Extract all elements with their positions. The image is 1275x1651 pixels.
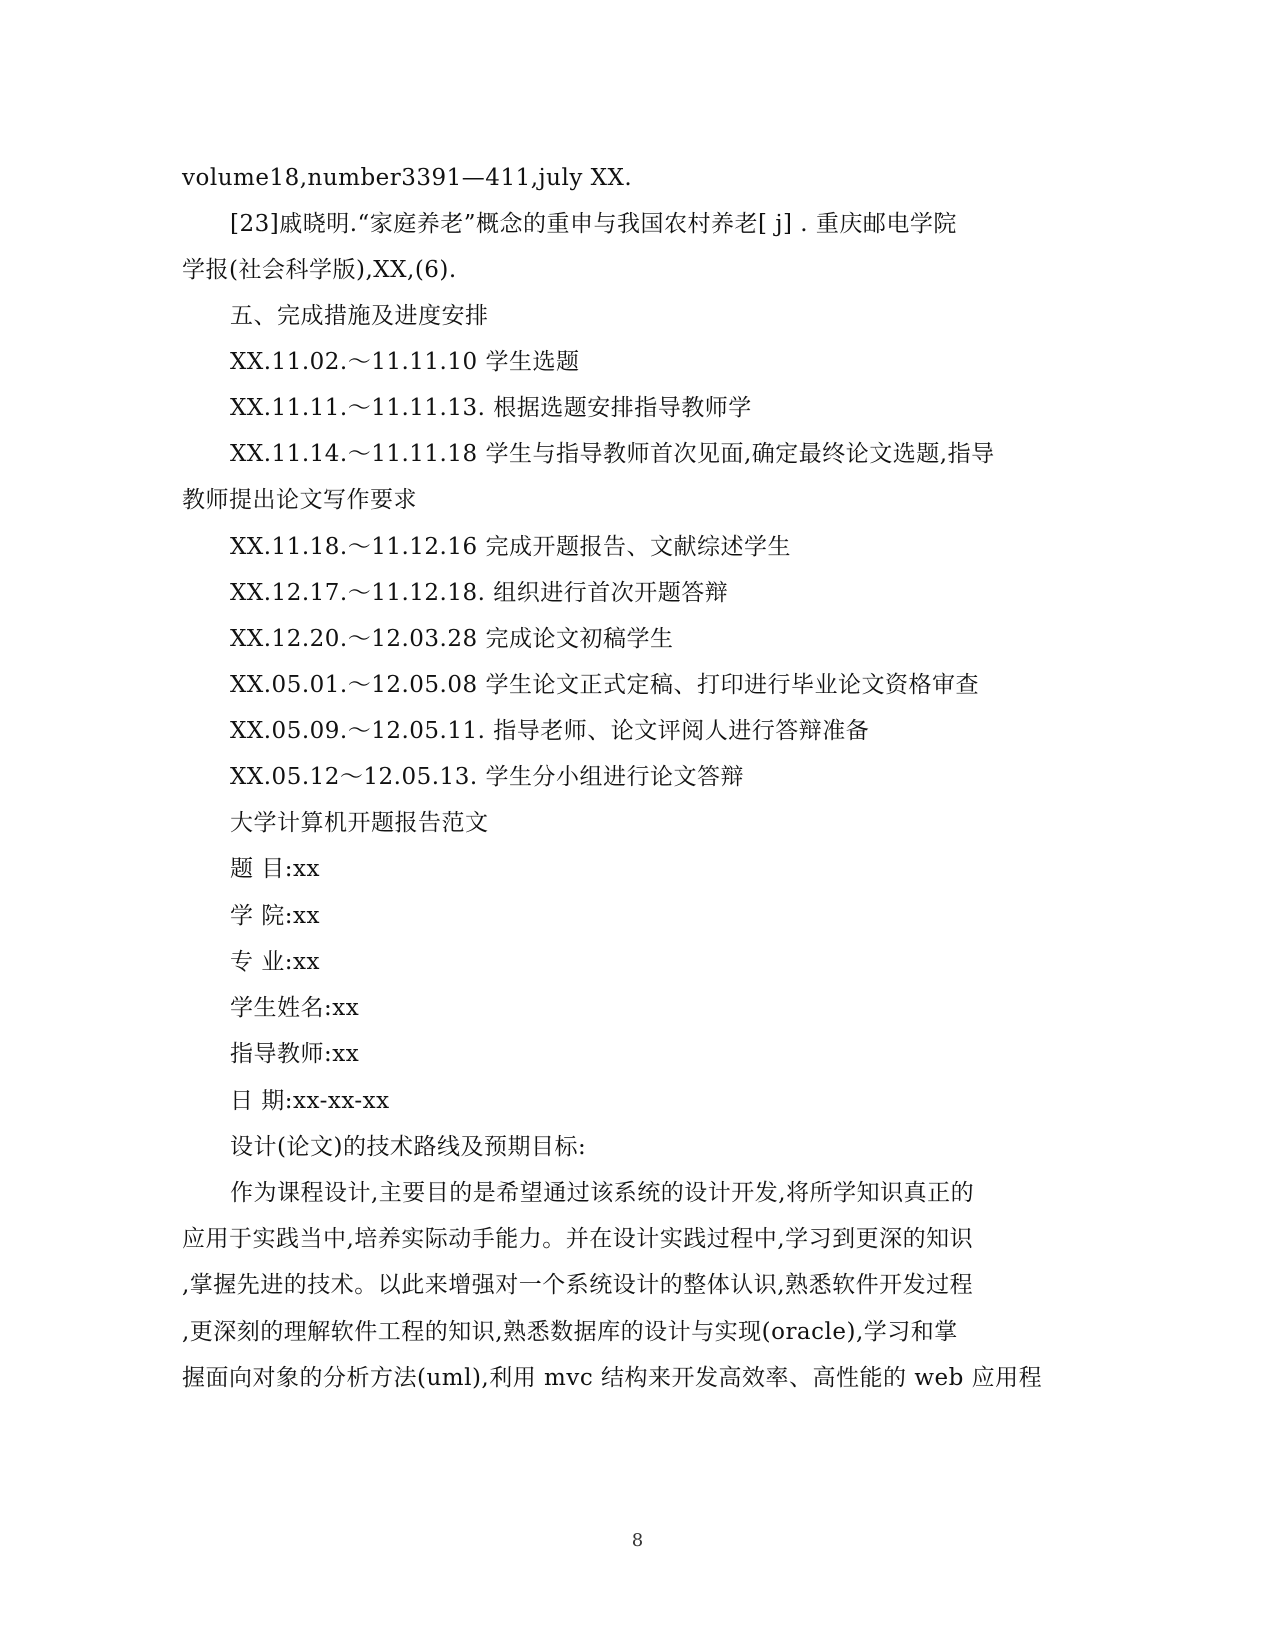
schedule-item: XX.11.14.～11.11.18 学生与指导教师首次见面,确定最终论文选题,指导 — [230, 441, 995, 467]
field-college: 学 院:xx — [230, 903, 321, 929]
paragraph-line: ,更深刻的理解软件工程的知识,熟悉数据库的设计与实现(oracle),学习和掌 — [182, 1319, 958, 1345]
section-heading: 五、完成措施及进度安排 — [230, 303, 489, 329]
field-date: 日 期:xx-xx-xx — [230, 1088, 390, 1114]
paragraph-line: ,掌握先进的技术。以此来增强对一个系统设计的整体认识,熟悉软件开发过程 — [182, 1272, 974, 1298]
schedule-item: XX.11.18.～11.12.16 完成开题报告、文献综述学生 — [230, 534, 791, 560]
schedule-item: XX.12.20.～12.03.28 完成论文初稿学生 — [230, 626, 674, 652]
schedule-item-continuation: 教师提出论文写作要求 — [182, 487, 417, 513]
paragraph-line: 握面向对象的分析方法(uml),利用 mvc 结构来开发高效率、高性能的 web 应用程 — [182, 1365, 1043, 1391]
paragraph-line: 作为课程设计,主要目的是希望通过该系统的设计开发,将所学知识真正的 — [230, 1180, 975, 1206]
field-advisor: 指导教师:xx — [230, 1041, 360, 1067]
schedule-item: XX.11.02.～11.11.10 学生选题 — [230, 349, 580, 375]
field-major: 专 业:xx — [230, 949, 321, 975]
schedule-item: XX.12.17.～11.12.18. 组织进行首次开题答辩 — [230, 580, 729, 606]
schedule-item: XX.05.12～12.05.13. 学生分小组进行论文答辩 — [230, 764, 744, 790]
field-title: 题 目:xx — [230, 856, 321, 882]
text-line: [23]戚晓明.“家庭养老”概念的重申与我国农村养老[ j] . 重庆邮电学院 — [230, 211, 957, 237]
text-line: 学报(社会科学版),XX,(6). — [182, 257, 457, 283]
text-line: volume18,number3391—411,july XX. — [182, 165, 633, 191]
page-number: 8 — [631, 1530, 644, 1551]
schedule-item: XX.11.11.～11.11.13. 根据选题安排指导教师学 — [230, 395, 752, 421]
section-heading: 设计(论文)的技术路线及预期目标: — [230, 1134, 587, 1160]
paragraph-line: 应用于实践当中,培养实际动手能力。并在设计实践过程中,学习到更深的知识 — [182, 1226, 974, 1252]
schedule-item: XX.05.09.～12.05.11. 指导老师、论文评阅人进行答辩准备 — [230, 718, 870, 744]
report-title: 大学计算机开题报告范文 — [230, 810, 489, 836]
field-student-name: 学生姓名:xx — [230, 995, 360, 1021]
schedule-item: XX.05.01.～12.05.08 学生论文正式定稿、打印进行毕业论文资格审查 — [230, 672, 979, 698]
